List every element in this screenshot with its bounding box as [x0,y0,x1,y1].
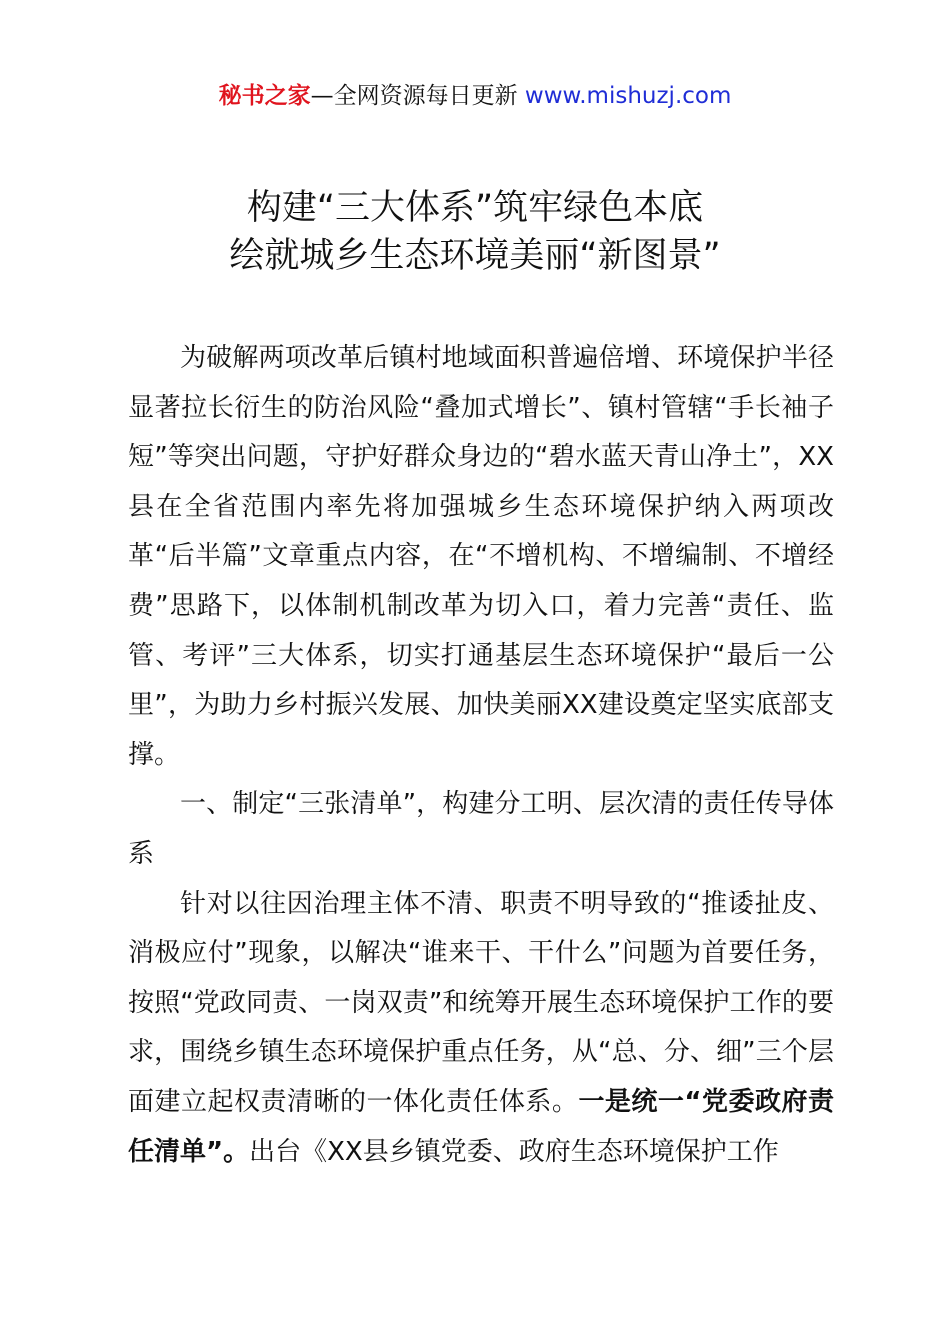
paragraph-2-tail: 出台《XX县乡镇党委、政府生态环境保护工作 [249,1136,779,1167]
site-header [0,80,950,112]
site-brand: 秘书之家 [218,83,311,109]
site-url-link[interactable]: www.mishuzj.com [524,83,732,109]
title-line-2: 绘就城乡生态环境美丽“新图景” [229,236,721,276]
paragraph-2-bold-point: 一是统一“党委政府责任清单”。 [128,1086,834,1167]
paragraph-2-text: 针对以往因治理主体不清、职责不明导致的“推诿扯皮、消极应付”现象，以解决“谁来干、干什么”问题为首要任务，按照“党政同责、一岗双责”和统筹开展生态环境保护工作的要求，围绕乡镇生态环境保护重点任务，从“总、分、细”三个层面建立起权责清晰的一体化责任体系。 [128,888,834,1117]
title-line-1: 构建“三大体系”筑牢绿色本底 [246,188,704,228]
section-1-heading: 一、制定“三张清单”，构建分工明、层次清的责任传导体系 [128,789,834,869]
document-body [128,334,834,1177]
intro-paragraph: 为破解两项改革后镇村地域面积普遍倍增、环境保护半径显著拉长衍生的防治风险“叠加式增长”、镇村管辖“手长袖子短”等突出问题，守护好群众身边的“碧水蓝天青山净土”，XX县在全省范围内率先将加强城乡生态环境保护纳入两项改革“后半篇”文章重点内容，在“不增机构、不增编制、不增经费”思路下，以体制机制改革为切入口，着力完善“责任、监管、考评”三大体系，切实打通基层生态环境保护“最后一公里”，为助力乡村振兴发展、加快美丽XX建设奠定坚实底部支撑。 [128,343,834,770]
site-slogan: —全网资源每日更新 [310,83,525,109]
body-paragraph-2 [128,880,834,1178]
document-title [0,184,950,280]
